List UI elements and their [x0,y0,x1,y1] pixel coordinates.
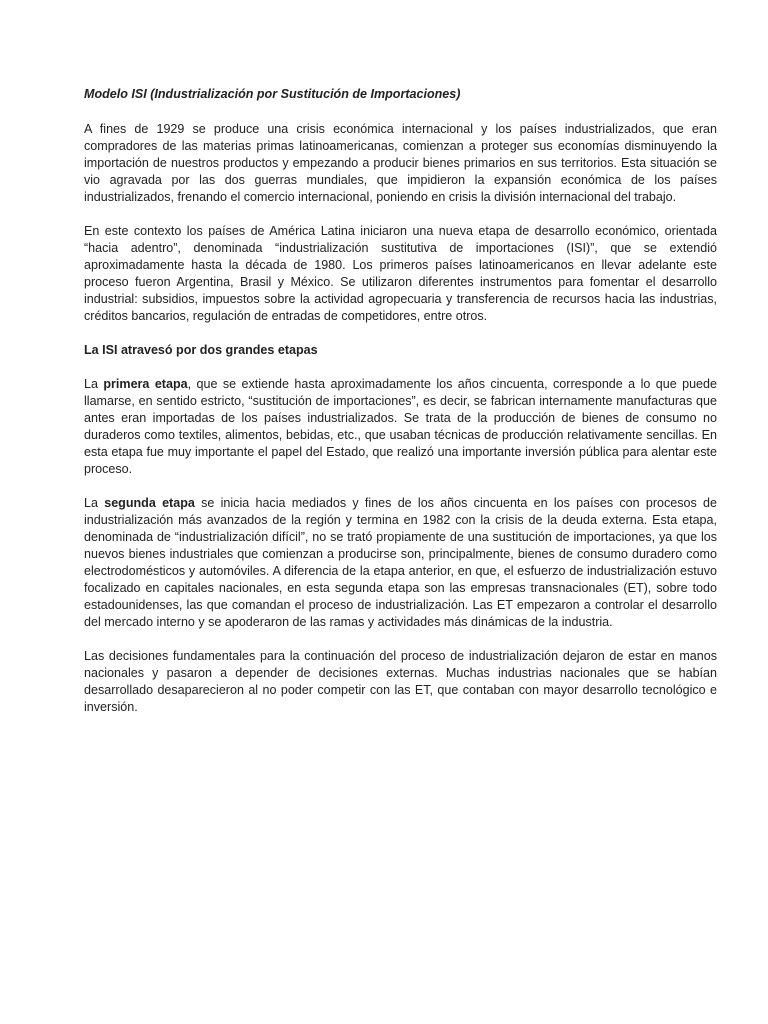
section-heading-stages: La ISI atravesó por dos grandes etapas [84,343,318,357]
document-body [84,84,717,716]
paragraph-isi-context: En este contexto los países de América Latina iniciaron una nueva etapa de desarrollo económico, orientada “hacia adentro”, denominada “industrialización sustitutiva de importaciones (ISI)”, que se extendió aproximadamente hasta la década de 1980. Los primeros países latinoamericanos en llevar adelante este proceso fueron Argentina, Brasil y México. Se utilizaron diferentes instrumentos para fomentar el desarrollo industrial: subsidios, impuestos sobre la actividad agropecuaria y transferencia de recursos hacia las industrias, créditos bancarios, regulación de entradas de competidores, entre otros. [84,224,717,323]
second-stage-lead: La [84,496,105,510]
first-stage-lead: La [84,377,104,391]
paragraph-external-decisions: Las decisiones fundamentales para la continuación del proceso de industrialización dejaron de estar en manos nacionales y pasaron a depender de decisiones externas. Muchas industrias nacionales que se habían desarrollado desaparecieron al no poder competir con las ET, que contaban con mayor desarrollo tecnológico e inversión. [84,649,717,714]
paragraph-second-stage [84,495,717,631]
paragraph-crisis-1929: A fines de 1929 se produce una crisis económica internacional y los países industrializados, que eran compradores de las materias primas latinoamericanas, comienzan a proteger sus economías disminuyendo la importación de nuestros productos y empezando a producir bienes primarios en sus territorios. Esta situación se vio agravada por las dos guerras mundiales, que impidieron la expansión económica de los países industrializados, frenando el comercio internacional, poniendo en crisis la división internacional del trabajo. [84,122,717,204]
first-stage-emphasis: primera etapa [103,377,188,391]
first-stage-text: , que se extiende hasta aproximadamente los años cincuenta, corresponde a lo que puede llamarse, en sentido estricto, “sustitución de importaciones”, es decir, se fabrican internamente manufacturas que antes eran importadas de los países industrializados. Se trata de la producción de bienes de consumo no duraderos como textiles, alimentos, bebidas, etc., que usaban técnicas de producción relativamente sencillas. En esta etapa fue muy importante el papel del Estado, que realizó una importante inversión pública para alentar este proceso. [84,377,717,476]
second-stage-text: se inicia hacia mediados y fines de los años cincuenta en los países con procesos de industrialización más avanzados de la región y termina en 1982 con la crisis de la deuda externa. Esta etapa, denominada de “industrialización difícil”, no se trató propiamente de una sustitución de importaciones, ya que los nuevos bienes industriales que comienzan a producirse son, principalmente, bienes de consumo duradero como electrodomésticos y automóviles. A diferencia de la etapa anterior, en que, el esfuerzo de industrialización estuvo focalizado en capitales nacionales, en esta segunda etapa son las empresas transnacionales (ET), sobre todo estadounidenses, las que comandan el proceso de industrialización. Las ET empezaron a controlar el desarrollo del mercado interno y se apoderaron de las ramas y actividades más dinámicas de la industria. [84,496,717,629]
document-title: Modelo ISI (Industrialización por Sustitución de Importaciones) [84,87,461,101]
second-stage-emphasis: segunda etapa [104,496,195,510]
paragraph-first-stage [84,376,717,478]
